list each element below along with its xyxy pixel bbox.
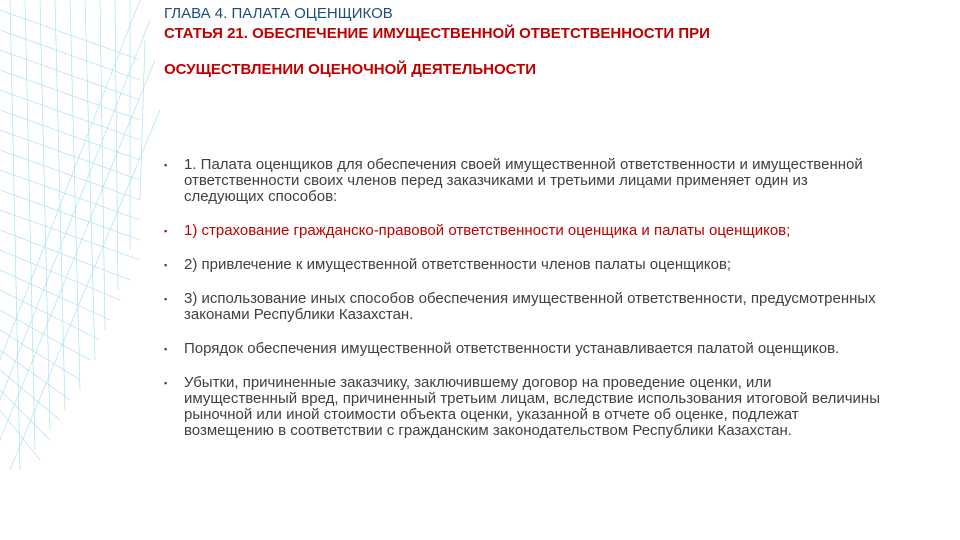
list-item-text: 1. Палата оценщиков для обеспечения своей имущественной ответственности и имущественной ответственности своих членов перед заказчиками и третьими лицами применяет один из следующих способов: [184, 156, 863, 205]
list-item-text: 3) использование иных способов обеспечения имущественной ответственности, предусмотренных законами Республики Казахстан. [184, 290, 876, 323]
bullet-square-icon: ▪ [164, 260, 168, 270]
list-item-text: 2) привлечение к имущественной ответственности членов палаты оценщиков; [184, 256, 732, 273]
list-item [164, 375, 884, 439]
list-item-text: Убытки, причиненные заказчику, заключившему договор на проведение оценки, или имущественный вред, причиненный третьим лицам, вследствие использования итоговой величины рыночной или иной стоимости объекта оценки, указанной в отчете об оценке, подлежат возмещению в соответствии с гражданским законодательством Республики Казахстан. [184, 374, 880, 439]
bullet-square-icon: ▪ [164, 160, 168, 170]
bullet-list [164, 157, 884, 457]
list-item-text: Порядок обеспечения имущественной ответственности устанавливается палатой оценщиков. [184, 340, 840, 357]
list-item [164, 291, 884, 323]
article-heading-line1: СТАТЬЯ 21. ОБЕСПЕЧЕНИЕ ИМУЩЕСТВЕННОЙ ОТВЕТСТВЕННОСТИ ПРИ [164, 25, 710, 42]
bullet-square-icon: ▪ [164, 294, 168, 304]
list-item-text-highlighted: 1) страхование гражданско-правовой ответственности оценщика и палаты оценщиков; [184, 222, 791, 239]
bullet-square-icon: ▪ [164, 344, 168, 354]
list-item [164, 341, 884, 357]
chapter-heading: ГЛАВА 4. ПАЛАТА ОЦЕНЩИКОВ [164, 5, 393, 22]
list-item [164, 257, 884, 273]
list-item [164, 157, 884, 205]
wireframe-decoration [0, 0, 160, 540]
bullet-square-icon: ▪ [164, 226, 168, 236]
list-item [164, 223, 884, 239]
article-heading-line2: ОСУЩЕСТВЛЕНИИ ОЦЕНОЧНОЙ ДЕЯТЕЛЬНОСТИ [164, 61, 537, 78]
bullet-square-icon: ▪ [164, 378, 168, 388]
title-block [164, 4, 924, 80]
